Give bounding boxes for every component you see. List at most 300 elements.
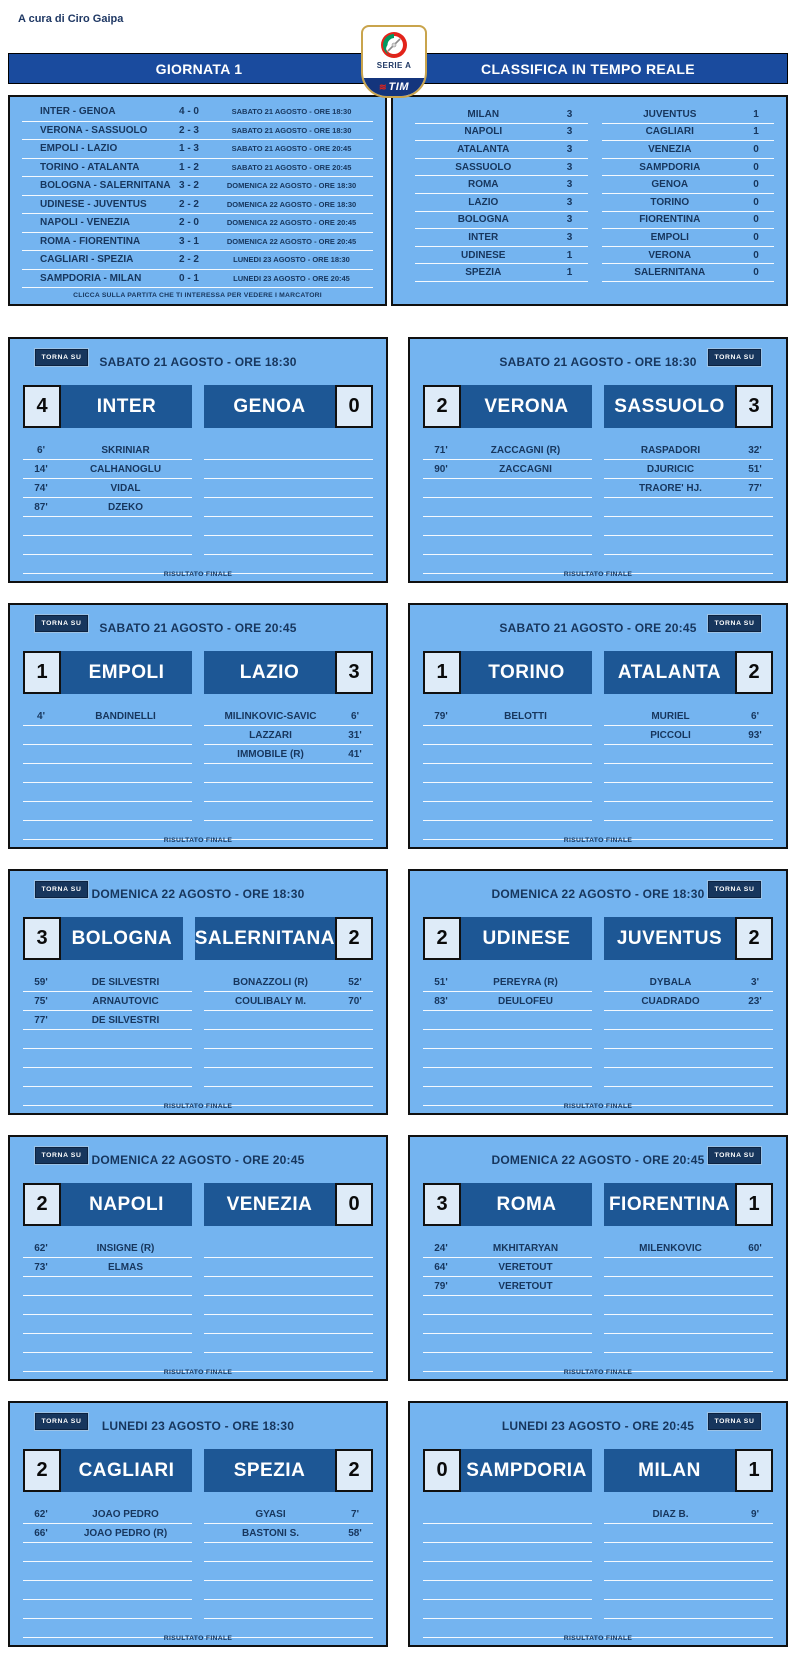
away-scorers-column <box>604 441 773 574</box>
fixture-match: BOLOGNA - SALERNITANA <box>40 180 171 192</box>
scorer-row <box>604 1068 773 1087</box>
scorer-row <box>604 498 773 517</box>
scorer-name: GYASI <box>255 1508 286 1520</box>
home-score: 0 <box>423 1449 461 1492</box>
scorer-name: BELOTTI <box>504 710 547 722</box>
scorer-row <box>204 726 373 745</box>
standings-points: 3 <box>566 161 573 173</box>
scorer-minute: 23' <box>748 995 762 1007</box>
standings-left-column <box>415 106 588 304</box>
scorer-row <box>204 1049 373 1068</box>
home-team: ROMA <box>461 1183 592 1226</box>
away-team-group <box>195 917 373 960</box>
scorer-row <box>604 536 773 555</box>
away-scorers-column <box>204 707 373 840</box>
risultato-finale-label: RISULTATO FINALE <box>163 1369 233 1376</box>
home-score: 1 <box>423 651 461 694</box>
fixture-score: 1 - 2 <box>178 161 199 173</box>
scorer-minute: 6' <box>751 710 759 722</box>
away-scorers-column <box>604 1239 773 1372</box>
standings-points: 3 <box>566 179 573 191</box>
scorer-row <box>604 1030 773 1049</box>
torna-su-button[interactable]: TORNA SU <box>708 881 761 898</box>
away-score: 2 <box>335 1449 373 1492</box>
scorer-row <box>604 1049 773 1068</box>
scorer-row <box>204 1315 373 1334</box>
match-datetime: LUNEDI 23 AGOSTO - ORE 18:30 <box>101 1419 295 1433</box>
standings-points: 3 <box>566 126 573 138</box>
scorer-row <box>423 1543 592 1562</box>
home-team: BOLOGNA <box>61 917 183 960</box>
scorer-minute: 51' <box>748 463 762 475</box>
scorer-row <box>23 1296 192 1315</box>
scorer-row <box>423 498 592 517</box>
scorer-row <box>204 1334 373 1353</box>
fixtures-list <box>22 103 373 288</box>
scorer-row <box>423 802 592 821</box>
fixture-datetime: DOMENICA 22 AGOSTO - ORE 20:45 <box>226 236 357 246</box>
scorer-row <box>204 764 373 783</box>
standings-points: 0 <box>753 179 759 191</box>
away-team: JUVENTUS <box>604 917 735 960</box>
standings-points: 3 <box>566 231 573 243</box>
match-card <box>408 337 788 583</box>
teams-row <box>23 1183 373 1226</box>
torna-su-button[interactable]: TORNA SU <box>708 1147 761 1164</box>
scorer-row <box>604 726 773 745</box>
scorer-row <box>23 1543 192 1562</box>
fixture-row[interactable] <box>22 140 373 159</box>
scorer-minute: 75' <box>34 995 48 1007</box>
scorer-row <box>604 479 773 498</box>
scorer-row <box>204 517 373 536</box>
home-scorers-column <box>423 1239 592 1372</box>
scorer-row <box>204 460 373 479</box>
home-team-group <box>23 651 192 694</box>
away-team-group <box>604 917 773 960</box>
scorer-minute: 66' <box>34 1527 48 1539</box>
standings-row <box>415 159 588 177</box>
scorer-name: DE SILVESTRI <box>91 976 160 988</box>
match-datetime: DOMENICA 22 AGOSTO - ORE 20:45 <box>91 1153 305 1167</box>
scorer-row <box>423 1562 592 1581</box>
home-score: 2 <box>423 917 461 960</box>
home-team-group <box>23 385 192 428</box>
scorer-minute: 77' <box>34 1014 48 1026</box>
match-datetime: SABATO 21 AGOSTO - ORE 18:30 <box>99 355 297 369</box>
standings-points: 0 <box>753 143 759 155</box>
torna-su-button[interactable]: TORNA SU <box>708 1413 761 1430</box>
match-datetime: SABATO 21 AGOSTO - ORE 20:45 <box>99 621 297 635</box>
standings-row <box>415 264 588 282</box>
home-team: UDINESE <box>461 917 592 960</box>
home-score: 2 <box>23 1449 61 1492</box>
scorer-row <box>604 1524 773 1543</box>
author-note: A cura di Ciro Gaipa <box>18 13 124 25</box>
scorer-row <box>23 1030 192 1049</box>
standings-team: SAMPDORIA <box>639 161 701 173</box>
fixture-datetime: DOMENICA 22 AGOSTO - ORE 18:30 <box>226 199 357 209</box>
scorer-row <box>604 441 773 460</box>
scorer-name: BANDINELLI <box>95 710 156 722</box>
scorer-row <box>23 1277 192 1296</box>
risultato-finale-label: RISULTATO FINALE <box>163 1103 233 1110</box>
scorer-minute: 32' <box>748 444 762 456</box>
fixture-row[interactable] <box>22 196 373 215</box>
scorer-row <box>23 1581 192 1600</box>
scorer-row <box>423 1049 592 1068</box>
away-team-group <box>204 385 373 428</box>
scorers-section <box>423 1505 773 1638</box>
match-card <box>8 869 388 1115</box>
scorer-row <box>204 479 373 498</box>
scorer-minute: 74' <box>34 482 48 494</box>
fixture-row[interactable] <box>22 122 373 141</box>
away-team: GENOA <box>204 385 335 428</box>
match-card-header <box>423 871 773 917</box>
away-team: SASSUOLO <box>604 385 735 428</box>
scorer-row <box>604 764 773 783</box>
standings-row <box>602 141 775 159</box>
scorer-row <box>423 441 592 460</box>
scorer-row <box>423 1068 592 1087</box>
scorer-row <box>23 498 192 517</box>
away-team: LAZIO <box>204 651 335 694</box>
away-team: SPEZIA <box>204 1449 335 1492</box>
away-score: 1 <box>735 1183 773 1226</box>
scorer-row <box>423 1524 592 1543</box>
teams-row <box>423 385 773 428</box>
scorer-row <box>204 783 373 802</box>
standings-row <box>602 194 775 212</box>
scorer-row <box>23 1315 192 1334</box>
standings-team: SALERNITANA <box>634 267 706 279</box>
standings-points: 0 <box>753 249 759 261</box>
scorer-name: VIDAL <box>110 482 141 494</box>
logo-tim-text: TIM <box>388 81 409 93</box>
scorer-name: ZACCAGNI (R) <box>490 444 561 456</box>
scorer-row <box>23 726 192 745</box>
home-team-group <box>23 917 183 960</box>
scorer-row <box>423 1011 592 1030</box>
scorer-minute: 3' <box>751 976 759 988</box>
scorer-row <box>604 1239 773 1258</box>
scorer-row <box>204 973 373 992</box>
scorer-name: BASTONI S. <box>241 1527 300 1539</box>
standings-team: INTER <box>468 231 499 243</box>
scorer-minute: 71' <box>434 444 448 456</box>
fixture-row[interactable] <box>22 251 373 270</box>
scorer-row <box>423 726 592 745</box>
fixture-datetime: SABATO 21 AGOSTO - ORE 20:45 <box>231 144 352 154</box>
standings-team: SASSUOLO <box>455 161 512 173</box>
scorer-row <box>23 1068 192 1087</box>
scorer-row <box>423 1581 592 1600</box>
scorer-row <box>23 1011 192 1030</box>
scorer-row <box>204 1030 373 1049</box>
fixture-score: 1 - 3 <box>178 143 199 155</box>
scorer-row <box>604 1315 773 1334</box>
away-scorers-column <box>204 441 373 574</box>
away-scorers-column <box>604 707 773 840</box>
away-score: 2 <box>735 917 773 960</box>
torna-su-button[interactable]: TORNA SU <box>35 881 88 898</box>
teams-row <box>23 1449 373 1492</box>
torna-su-button[interactable]: TORNA SU <box>35 615 88 632</box>
scorer-row <box>604 1600 773 1619</box>
fixtures-note: CLICCA SULLA PARTITA CHE TI INTERESSA PER VEDERE I MARCATORI <box>73 292 322 299</box>
fixture-score: 4 - 0 <box>178 106 199 118</box>
fixture-score: 2 - 2 <box>178 254 199 266</box>
away-scorers-column <box>204 1239 373 1372</box>
scorer-row <box>423 783 592 802</box>
scorer-row <box>23 973 192 992</box>
home-score: 4 <box>23 385 61 428</box>
standings-points: 1 <box>753 126 759 138</box>
standings-team: JUVENTUS <box>643 108 697 120</box>
away-team: ATALANTA <box>604 651 735 694</box>
torna-su-button[interactable]: TORNA SU <box>708 615 761 632</box>
fixture-match: UDINESE - JUVENTUS <box>40 198 147 210</box>
away-team-group <box>204 1449 373 1492</box>
top-panels <box>8 95 788 306</box>
scorer-row <box>204 1562 373 1581</box>
scorer-name: INSIGNE (R) <box>96 1242 155 1254</box>
fixture-score: 3 - 1 <box>178 235 199 247</box>
scorer-row <box>604 707 773 726</box>
scorer-minute: 83' <box>434 995 448 1007</box>
scorer-name: DZEKO <box>108 501 143 513</box>
scorer-row <box>204 1524 373 1543</box>
scorer-row <box>204 1600 373 1619</box>
match-card <box>408 1135 788 1381</box>
fixture-row[interactable] <box>22 177 373 196</box>
standings-points: 0 <box>753 161 759 173</box>
home-team: INTER <box>61 385 192 428</box>
match-card <box>408 1401 788 1647</box>
away-team: FIORENTINA <box>604 1183 735 1226</box>
home-team-group <box>423 385 592 428</box>
scorer-name: DEULOFEU <box>498 995 553 1007</box>
fixture-row[interactable] <box>22 270 373 289</box>
standings-team: UDINESE <box>461 249 506 261</box>
scorer-row <box>604 1581 773 1600</box>
standings-right-column <box>602 106 775 304</box>
scorer-row <box>23 441 192 460</box>
standings-team: CAGLIARI <box>645 126 694 138</box>
risultato-finale-label: RISULTATO FINALE <box>163 1635 233 1642</box>
match-card <box>8 603 388 849</box>
scorer-row <box>23 764 192 783</box>
standings-row <box>602 264 775 282</box>
fixture-match: CAGLIARI - SPEZIA <box>40 254 134 266</box>
scorer-name: MILENKOVIC <box>639 1242 702 1254</box>
home-team-group <box>23 1449 192 1492</box>
match-datetime: LUNEDI 23 AGOSTO - ORE 20:45 <box>501 1419 695 1433</box>
torna-su-button[interactable]: TORNA SU <box>708 349 761 366</box>
scorer-row <box>204 498 373 517</box>
fixture-match: ROMA - FIORENTINA <box>40 235 141 247</box>
scorer-row <box>604 802 773 821</box>
standings-row <box>602 124 775 142</box>
serie-a-tim-logo <box>361 25 427 98</box>
fixtures-panel <box>8 95 387 306</box>
home-scorers-column <box>23 1505 192 1638</box>
scorer-row <box>23 460 192 479</box>
header-right-title: CLASSIFICA IN TEMPO REALE <box>481 60 695 77</box>
scorer-row <box>423 1315 592 1334</box>
home-team: EMPOLI <box>61 651 192 694</box>
home-team-group <box>423 1183 592 1226</box>
standings-row <box>415 124 588 142</box>
standings-row <box>602 247 775 265</box>
scorer-row <box>604 783 773 802</box>
match-card-header <box>23 871 373 917</box>
standings-points: 3 <box>566 214 573 226</box>
scorer-row <box>423 707 592 726</box>
header-left-title: GIORNATA 1 <box>155 60 243 77</box>
scorer-row <box>423 460 592 479</box>
scorer-name: SKRINIAR <box>101 444 150 456</box>
logo-tim-band <box>363 78 425 96</box>
scorer-name: DYBALA <box>649 976 692 988</box>
scorer-minute: 31' <box>348 729 362 741</box>
scorers-section <box>423 441 773 574</box>
away-scorers-column <box>604 1505 773 1638</box>
away-team-group <box>204 1183 373 1226</box>
fixture-match: NAPOLI - VENEZIA <box>40 217 131 229</box>
standings-row <box>415 229 588 247</box>
match-card <box>8 1401 388 1647</box>
scorer-minute: 41' <box>348 748 362 760</box>
fixture-match: INTER - GENOA <box>40 106 116 118</box>
torna-su-button[interactable]: TORNA SU <box>35 349 88 366</box>
standings-points: 0 <box>753 267 759 279</box>
scorer-name: RASPADORI <box>640 444 701 456</box>
home-score: 2 <box>423 385 461 428</box>
scorer-row <box>204 441 373 460</box>
scorer-row <box>604 1543 773 1562</box>
scorer-row <box>423 536 592 555</box>
standings-row <box>602 106 775 124</box>
match-card <box>408 603 788 849</box>
torna-su-button[interactable]: TORNA SU <box>35 1147 88 1164</box>
standings-points: 1 <box>753 108 759 120</box>
scorer-row <box>23 1239 192 1258</box>
fixture-match: VERONA - SASSUOLO <box>40 124 148 136</box>
home-team: CAGLIARI <box>61 1449 192 1492</box>
scorer-row <box>204 1258 373 1277</box>
teams-row <box>23 651 373 694</box>
home-team-group <box>23 1183 192 1226</box>
torna-su-button[interactable]: TORNA SU <box>35 1413 88 1430</box>
fixture-row[interactable] <box>22 214 373 233</box>
away-team: VENEZIA <box>204 1183 335 1226</box>
standings-points: 0 <box>753 196 759 208</box>
scorer-name: CUADRADO <box>641 995 700 1007</box>
away-scorers-column <box>204 1505 373 1638</box>
scorer-name: ZACCAGNI <box>499 463 552 475</box>
scorer-row <box>423 1239 592 1258</box>
away-score: 0 <box>335 385 373 428</box>
standings-row <box>602 212 775 230</box>
match-card <box>408 869 788 1115</box>
away-score: 3 <box>735 385 773 428</box>
away-scorers-column <box>604 973 773 1106</box>
away-score: 2 <box>335 917 373 960</box>
scorer-row <box>604 460 773 479</box>
scorer-minute: 60' <box>748 1242 762 1254</box>
fixture-score: 2 - 2 <box>178 198 199 210</box>
teams-row <box>423 1183 773 1226</box>
scorer-row <box>23 1562 192 1581</box>
scorer-minute: 59' <box>34 976 48 988</box>
scorer-row <box>604 1296 773 1315</box>
fixture-row[interactable] <box>22 159 373 178</box>
standings-row <box>415 176 588 194</box>
scorer-row <box>23 783 192 802</box>
standings-team: NAPOLI <box>464 126 503 138</box>
scorer-row <box>23 1049 192 1068</box>
scorer-row <box>604 992 773 1011</box>
scorer-minute: 79' <box>434 1280 448 1292</box>
scorers-section <box>23 1239 373 1372</box>
scorer-name: DIAZ B. <box>652 1508 689 1520</box>
scorer-row <box>423 1334 592 1353</box>
standings-team: VENEZIA <box>648 143 692 155</box>
scorer-minute: 6' <box>351 710 359 722</box>
scorer-name: PEREYRA (R) <box>493 976 558 988</box>
match-card-header <box>23 1137 373 1183</box>
fixture-match: SAMPDORIA - MILAN <box>40 272 142 284</box>
scorer-name: CALHANOGLU <box>89 463 162 475</box>
standings-row <box>415 141 588 159</box>
standings-points: 3 <box>566 143 573 155</box>
scorer-name: TRAORE' HJ. <box>639 482 702 494</box>
fixture-datetime: SABATO 21 AGOSTO - ORE 18:30 <box>231 125 352 135</box>
match-card-header <box>23 339 373 385</box>
fixture-datetime: LUNEDI 23 AGOSTO - ORE 20:45 <box>233 273 350 283</box>
away-team-group <box>604 1449 773 1492</box>
match-card-header <box>423 605 773 651</box>
scorer-row <box>23 1505 192 1524</box>
scorer-row <box>604 973 773 992</box>
scorers-section <box>423 1239 773 1372</box>
fixture-row[interactable] <box>22 103 373 122</box>
scorer-minute: 70' <box>348 995 362 1007</box>
fixture-row[interactable] <box>22 233 373 252</box>
fixture-datetime: LUNEDI 23 AGOSTO - ORE 18:30 <box>233 255 350 265</box>
scorer-row <box>423 745 592 764</box>
scorer-row <box>604 1505 773 1524</box>
risultato-finale-label: RISULTATO FINALE <box>563 837 633 844</box>
tim-waves-icon: ≋ <box>379 81 387 92</box>
scorers-section <box>23 441 373 574</box>
scorer-row <box>23 707 192 726</box>
away-team-group <box>604 1183 773 1226</box>
scorers-section <box>423 707 773 840</box>
scorer-row <box>23 1600 192 1619</box>
home-team: SAMPDORIA <box>461 1449 592 1492</box>
home-scorers-column <box>423 1505 592 1638</box>
teams-row <box>23 385 373 428</box>
scorer-row <box>423 1258 592 1277</box>
scorer-row <box>423 973 592 992</box>
home-team: VERONA <box>461 385 592 428</box>
scorer-name: JOAO PEDRO (R) <box>83 1527 168 1539</box>
fixture-datetime: DOMENICA 22 AGOSTO - ORE 18:30 <box>226 181 357 191</box>
scorer-row <box>23 536 192 555</box>
